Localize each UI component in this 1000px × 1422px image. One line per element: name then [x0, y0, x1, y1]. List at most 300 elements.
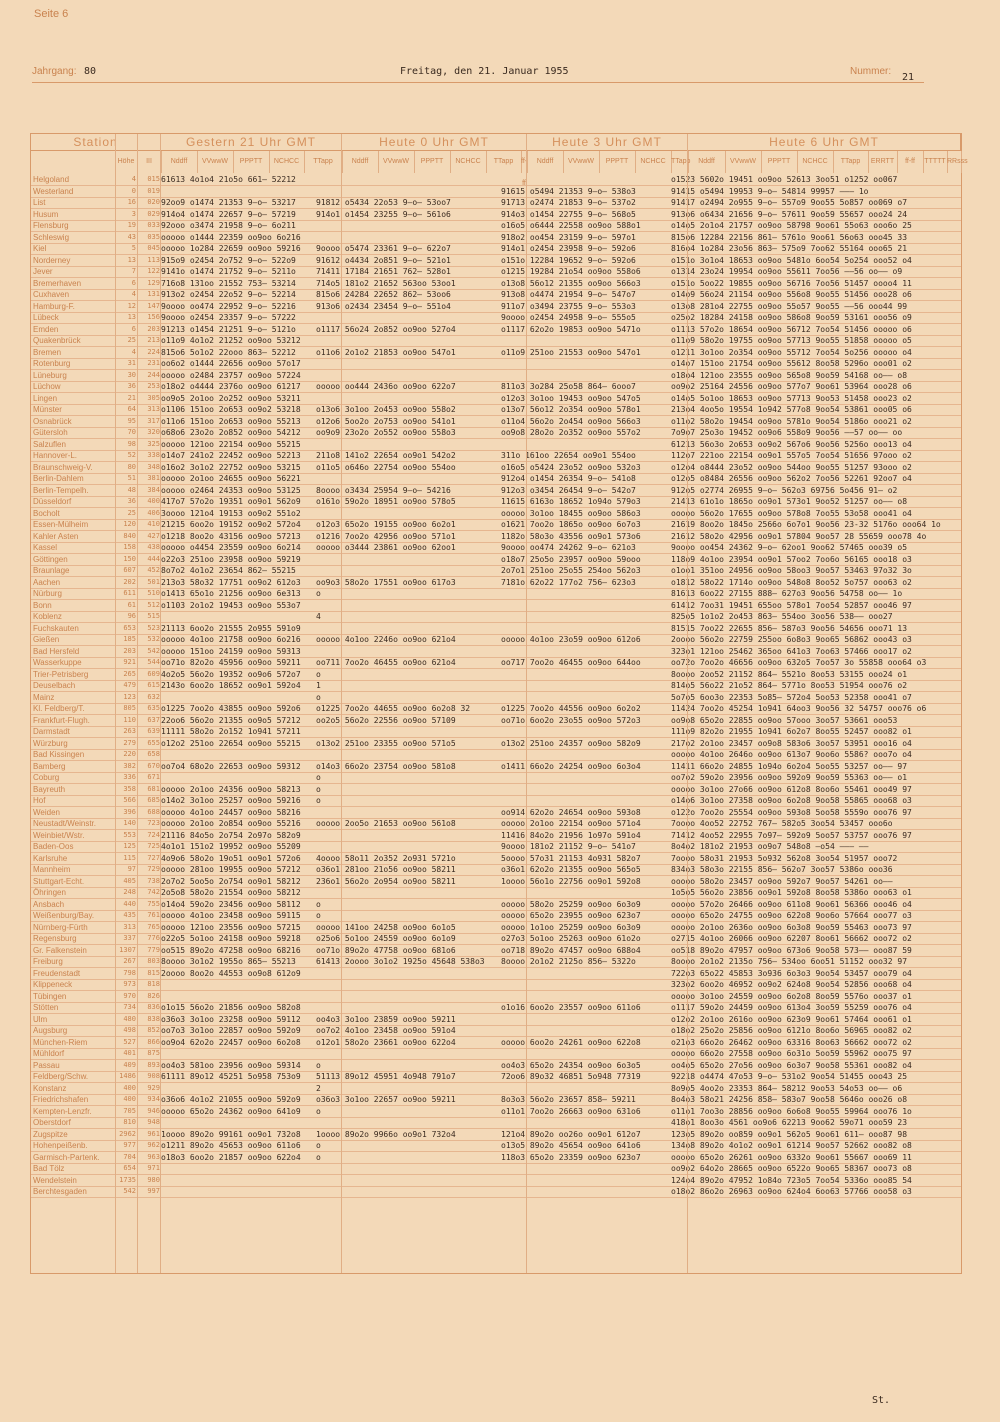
- obs-heute-0: o: [316, 784, 321, 794]
- obs-gestern-21: 213o3 58o32 17751 oo9o2 612o3: [161, 577, 301, 587]
- station-index: 685: [147, 796, 160, 804]
- station-name: Berchtesgaden: [33, 1187, 87, 1196]
- obs-heute-3: o13o8 56o12 21355 oo9oo 566o3: [501, 278, 641, 288]
- obs-heute-6: ooooo 58o2o 23457 oo9oo 592o7 9oo57 54261 oo——: [671, 876, 893, 886]
- obs-heute-3: 11416 84o2o 21956 1o97o 591o4: [501, 830, 641, 840]
- obs-heute-6: 81515 7oo22 22655 856— 587o3 9oo56 54656 ooo71 13: [671, 623, 908, 633]
- table-row: [31, 473, 961, 485]
- station-height: 36: [127, 497, 136, 505]
- obs-heute-3: ooooo 2o1oo 22154 oo9oo 571o4: [501, 819, 641, 828]
- station-index: 019: [147, 186, 160, 195]
- station-name: Weinbiet/Wstr.: [33, 830, 85, 840]
- obs-gestern-21: o1103 2o1o2 19453 oo9oo 553o7: [161, 600, 301, 610]
- table-row: [31, 1094, 961, 1106]
- obs-gestern-21: oo4o3 581oo 23956 oo9oo 59314: [161, 1060, 301, 1070]
- table-row: [31, 404, 961, 416]
- table-row: [31, 1106, 961, 1118]
- obs-heute-0: oo4o3 3o1oo 23859 oo9oo 59211: [316, 1014, 456, 1024]
- table-row: [31, 439, 961, 451]
- table-row: [31, 588, 961, 600]
- subheader: TTapp: [671, 151, 689, 173]
- station-height: 405: [123, 876, 136, 885]
- nummer-label: Nummer:: [850, 66, 892, 77]
- obs-heute-3: 913o8 o4474 21954 9—o— 547o7: [501, 290, 636, 299]
- obs-heute-3: 121o4 89o2o oo26o oo9o1 612o7: [501, 1129, 641, 1139]
- obs-heute-6: ooooo 66o2o 27558 oo9oo 6o31o 5oo59 55962 ooo75 97: [671, 1049, 912, 1058]
- obs-gestern-21: ooooo o4454 23559 oo9oo 6o214: [161, 543, 301, 552]
- station-index: 523: [147, 623, 160, 632]
- station-index: 224: [147, 347, 160, 356]
- station-index: 742: [147, 888, 160, 896]
- station-name: Baden-Oos: [33, 842, 74, 851]
- subheader: TTapp: [833, 151, 869, 173]
- obs-heute-6: o18o2 86o2o 26963 oo9oo 624o4 6oo63 57766 ooo58 o3: [671, 1187, 912, 1196]
- obs-heute-6: o1812 58o22 1714o oo9oo 548o8 8oo52 5o757 ooo63 o2: [671, 577, 912, 587]
- station-name: Jever: [33, 267, 53, 276]
- station-height: 115: [123, 853, 136, 862]
- obs-heute-3: o36o1 62o2o 21355 oo9oo 565o5: [501, 865, 641, 874]
- obs-gestern-21: 11111 58o2o 2o152 1o941 57211: [161, 727, 301, 736]
- obs-heute-6: o11o1 7oo3o 28856 oo9oo 6o6o8 9oo55 59964 ooo76 1o: [671, 1106, 912, 1116]
- subheader: PPPTT: [414, 151, 451, 173]
- table-row: [31, 266, 961, 278]
- station-index: 244: [147, 370, 160, 379]
- obs-heute-6: 825o5 1o1o2 2o453 863— 554oo 3oo56 538—— ooo27: [671, 612, 893, 621]
- station-height: 61: [127, 600, 136, 609]
- table-row: [31, 795, 961, 807]
- table-row: [31, 381, 961, 393]
- obs-gestern-21: o14o7 241o2 22452 oo9oo 52213: [161, 451, 301, 460]
- station-name: Nürburg: [33, 589, 62, 598]
- station-index: 779: [147, 945, 160, 954]
- station-height: 409: [123, 1060, 136, 1069]
- station-name: Trier-Petrisberg: [33, 669, 89, 679]
- obs-heute-6: 8o9o5 4oo2o 23353 864— 58212 9oo53 54o53 oo—— o6: [671, 1083, 903, 1093]
- obs-heute-6: o12o2 2o1oo 2616o oo9oo 623o9 9oo61 57464 ooo61 o1: [671, 1014, 912, 1024]
- station-height: 396: [123, 807, 136, 816]
- obs-heute-0: 71411 17184 21651 762— 528o1: [316, 267, 451, 276]
- subheader: VVwwW: [378, 151, 415, 173]
- table-row: [31, 324, 961, 336]
- table-row: [31, 1083, 961, 1095]
- table-row: [31, 232, 961, 244]
- obs-heute-6: ooooo 4o1oo 2646o oo9oo 613o7 9oo6o 5586? ooo7o o4: [671, 750, 912, 759]
- obs-heute-6: 21619 8oo2o 1845o 2566o 6o7o1 9oo56 23-32 5176o ooo64 1o: [671, 520, 941, 529]
- obs-gestern-21: ooooo 4o1oo 24457 oo9oo 58216: [161, 807, 301, 817]
- nummer-value: 21: [902, 72, 915, 83]
- obs-heute-0: 9oooo o5474 23361 9—o— 622o7: [316, 244, 451, 253]
- station-index: 875: [147, 1049, 160, 1057]
- obs-heute-3: 1oooo 56o1o 22756 oo9o1 592o8: [501, 876, 641, 886]
- table-row: [31, 899, 961, 911]
- obs-heute-6: 8o4o3 58o21 24256 858— 583o7 9oo58 5646o ooo26 o8: [671, 1095, 908, 1104]
- station-height: 185: [123, 635, 136, 643]
- station-name: Bayreuth: [33, 784, 66, 794]
- station-height: 401: [123, 1049, 136, 1057]
- station-index: 305: [147, 393, 160, 402]
- station-name: Stuttgart-Echt.: [33, 876, 85, 886]
- station-name: Wendelstein: [33, 1175, 77, 1185]
- station-name: Essen-Mülheim: [33, 520, 89, 529]
- column-divider: [160, 134, 161, 1273]
- obs-heute-6: 5o7o5 6oo3o 22353 5o85— 572o4 5oo53 52358 ooo41 o7: [671, 692, 912, 702]
- station-index: 962: [147, 1141, 160, 1149]
- obs-gestern-21: 8oooo 3o1o2 1955o 865— 55213: [161, 957, 296, 966]
- station-index: 729: [147, 865, 160, 873]
- station-height: 970: [123, 991, 136, 1000]
- station-index: 313: [147, 405, 160, 413]
- obs-heute-6: o151o 5oo22 19855 oo9oo 56716 7oo56 51457 oooo4 11: [671, 278, 912, 288]
- station-height: 96: [127, 612, 136, 620]
- obs-heute-6: 834o3 58o3o 22155 856— 562o7 3oo57 5386o ooo36: [671, 865, 893, 874]
- table-row: [31, 542, 961, 554]
- station-height: 704: [123, 1152, 136, 1161]
- station-name: Freudenstadt: [33, 968, 81, 978]
- station-name: Kl. Feldberg/T.: [33, 704, 85, 713]
- station-height: 480: [123, 1014, 136, 1023]
- station-name: Bocholt: [33, 508, 60, 518]
- obs-gestern-21: 21116 84o5o 2o754 2o97o 582o9: [161, 830, 301, 840]
- obs-heute-6: 11424 7oo2o 45254 1o941 64oo3 9oo56 32 54757 ooo76 o6: [671, 704, 927, 713]
- station-name: Düsseldorf: [33, 497, 72, 506]
- table-row: [31, 416, 961, 428]
- station-height: 31: [127, 359, 136, 367]
- table-row: [31, 726, 961, 738]
- table-row: [31, 772, 961, 784]
- obs-heute-0: oo9o3 58o2o 17551 oo9oo 617o3: [316, 577, 456, 587]
- station-height: 734: [123, 1003, 136, 1011]
- obs-gestern-21: ooooo 65o2o 24362 oo9oo 641o9: [161, 1106, 301, 1116]
- station-height: 203: [123, 646, 136, 655]
- obs-heute-6: ooooo 57o2o 26466 oo9oo 611o8 9oo61 56366 ooo46 o4: [671, 899, 912, 909]
- table-row: [31, 1037, 961, 1049]
- obs-gestern-21: 4o1o1 151o2 19952 oo9oo 55209: [161, 842, 301, 851]
- obs-heute-3: 914o3 o1454 22755 9—o— 568o5: [501, 209, 636, 219]
- subheader: III: [137, 151, 162, 173]
- obs-heute-3: 118o3 65o2o 23359 oo9oo 623o7: [501, 1152, 641, 1162]
- subheader: VVwwW: [197, 151, 234, 173]
- station-height: 611: [123, 589, 136, 597]
- subheader: NCHCC: [797, 151, 834, 173]
- station-index: 129: [147, 278, 160, 287]
- obs-heute-0: o1225 7oo2o 44655 oo9oo 6o2o8 32: [316, 704, 471, 713]
- obs-gestern-21: ooooo 281oo 19955 oo9oo 57212: [161, 865, 301, 874]
- section-station: Station: [31, 134, 161, 151]
- table-row: [31, 657, 961, 669]
- subheader: PPPTT: [599, 151, 636, 173]
- station-height: 542: [123, 1187, 136, 1195]
- station-height: 336: [123, 773, 136, 781]
- table-row: [31, 1186, 961, 1198]
- obs-heute-0: ooooo 2oo5o 21653 oo9oo 561o8: [316, 819, 456, 828]
- station-height: 798: [123, 968, 136, 977]
- station-height: 120: [123, 520, 136, 528]
- station-index: 320: [147, 428, 160, 436]
- obs-heute-0: o13o6 3o1oo 2o453 oo9oo 558o2: [316, 405, 456, 414]
- column-divider: [687, 134, 688, 1273]
- obs-heute-6: 61213 56o3o 2o653 oo9o2 567o6 9oo56 5256o ooo13 o4: [671, 439, 912, 449]
- table-row: [31, 358, 961, 370]
- obs-heute-0: o: [316, 796, 321, 805]
- station-name: Deuselbach: [33, 681, 76, 690]
- obs-heute-6: 8oooo 2oo52 21152 864— 5521o 8oo53 53155 ooo24 o1: [671, 669, 908, 679]
- obs-gestern-21: ooooo 121oo 22154 oo9oo 55215: [161, 439, 301, 449]
- obs-gestern-21: 22oo6 56o2o 21355 oo9o5 57212: [161, 715, 301, 725]
- obs-heute-0: 1oooo 89o2o 9966o oo9o1 732o4: [316, 1129, 456, 1139]
- station-name: Norderney: [33, 255, 71, 265]
- obs-heute-6: 816o4 1o284 23o56 863— 575o9 7oo62 55164 ooo65 21: [671, 244, 908, 253]
- table-row: [31, 945, 961, 957]
- station-index: 510: [147, 589, 160, 597]
- obs-heute-0: o: [316, 1152, 321, 1162]
- obs-heute-3: 9oooo 181o2 21152 9—o— 541o7: [501, 842, 636, 851]
- table-row: [31, 611, 961, 623]
- station-name: Bonn: [33, 600, 52, 610]
- station-height: 337: [123, 934, 136, 942]
- obs-heute-3: 9oooo oo474 24262 9—o— 621o3: [501, 543, 636, 552]
- obs-heute-0: 91812 o5434 22o53 9—o— 53oo7: [316, 198, 451, 207]
- station-height: 48: [127, 485, 136, 494]
- obs-heute-6: o14o5 5o1oo 18653 oo9oo 57713 9oo53 51458 ooo23 o2: [671, 393, 912, 403]
- obs-heute-3: oo717 7oo2o 46455 oo9oo 644oo: [501, 658, 641, 667]
- obs-heute-0: oo9o9 23o2o 2o552 oo9oo 558o3: [316, 428, 456, 437]
- station-name: Karlsruhe: [33, 853, 68, 863]
- obs-heute-0: 211o8 141o2 22654 oo9o1 542o2: [316, 451, 456, 460]
- station-index: 658: [147, 750, 160, 758]
- station-name: Freiburg: [33, 957, 63, 966]
- station-index: 963: [147, 1152, 160, 1161]
- station-height: 0: [131, 186, 136, 195]
- obs-gestern-21: 61111 89o12 45251 5o958 753o9: [161, 1072, 301, 1081]
- station-height: 25: [127, 508, 136, 517]
- station-index: 452: [147, 566, 160, 574]
- table-row: [31, 335, 961, 347]
- station-height: 80: [127, 462, 136, 471]
- obs-gestern-21: 4o9o6 58o2o 19o51 oo9o1 572o6: [161, 853, 301, 863]
- obs-heute-0: o1117 56o24 2o852 oo9oo 527o4: [316, 324, 456, 334]
- obs-heute-3: 8oooo 2o1o2 2125o 856— 5322o: [501, 957, 636, 966]
- obs-heute-6: 21413 61o1o 1865o oo9o1 573o1 9oo52 51257 oo—— o8: [671, 497, 908, 506]
- station-index: 724: [147, 830, 160, 839]
- obs-gestern-21: 9oooo o2454 23357 9—o— 57222: [161, 313, 296, 322]
- obs-gestern-21: o11o6 151oo 2o653 oo9oo 55213: [161, 416, 301, 426]
- station-index: 147: [147, 301, 160, 310]
- station-name: Münster: [33, 405, 62, 414]
- obs-gestern-21: ooooo o2484 23757 oo9oo 57224: [161, 370, 301, 380]
- obs-heute-6: 9oooo oo454 24362 9—o— 62oo1 9oo62 57465 ooo39 o5: [671, 543, 908, 552]
- station-height: 553: [123, 830, 136, 839]
- station-name: Ansbach: [33, 899, 65, 909]
- obs-heute-6: 913o6 o6434 21656 9—o— 57611 9oo59 55657 ooo24 24: [671, 209, 908, 219]
- obs-heute-0: o: [316, 669, 321, 679]
- obs-heute-6: ooooo 3o1oo 24559 oo9oo 6o2o8 8oo59 5576o ooo37 o1: [671, 991, 912, 1001]
- station-height: 150: [123, 554, 136, 563]
- table-row: [31, 1140, 961, 1152]
- station-index: 997: [147, 1187, 160, 1195]
- obs-heute-3: o16o5 o6444 22558 oo9oo 588o1: [501, 221, 641, 230]
- table-row: [31, 186, 961, 198]
- obs-heute-3: 8o3o3 56o2o 23657 858— 59211: [501, 1095, 636, 1104]
- obs-heute-0: oo71o 89o2o 47758 oo9oo 681o6: [316, 945, 456, 955]
- column-divider: [115, 134, 116, 1273]
- subheader: Nddff: [527, 151, 564, 173]
- station-name: Friedrichshafen: [33, 1095, 89, 1104]
- station-name: Osnabrück: [33, 416, 72, 426]
- station-index: 632: [147, 692, 160, 701]
- obs-heute-6: ooooo 56o2o 17655 oo9oo 578o8 7oo55 53o58 ooo41 o4: [671, 508, 912, 518]
- table-row: [31, 634, 961, 646]
- obs-heute-0: 1: [316, 681, 321, 690]
- station-index: 838: [147, 1014, 160, 1023]
- station-height: 125: [123, 842, 136, 850]
- table-row: [31, 312, 961, 324]
- obs-heute-6: 815o6 12284 22156 861— 5761o 9oo61 56o63 ooo45 33: [671, 232, 908, 242]
- station-height: 805: [123, 704, 136, 712]
- station-index: 406: [147, 508, 160, 517]
- station-index: 444: [147, 554, 160, 563]
- station-height: 440: [123, 899, 136, 908]
- obs-heute-6: oo7o2 59o2o 23956 oo9oo 592o9 9oo59 55363 oo—— o1: [671, 773, 908, 782]
- station-index: 688: [147, 807, 160, 816]
- station-index: 681: [147, 784, 160, 793]
- table-row: [31, 922, 961, 934]
- station-height: 12: [127, 301, 136, 310]
- page-number: Seite 6: [34, 8, 69, 20]
- station-index: 438: [147, 543, 160, 551]
- station-height: 1735: [119, 1175, 136, 1184]
- station-name: Kiel: [33, 244, 47, 253]
- table-row: [31, 370, 961, 382]
- obs-gestern-21: oo9o5 2o1oo 2o252 oo9oo 53211: [161, 393, 301, 403]
- obs-gestern-21: 2143o 6oo2o 18652 oo9o1 592o4: [161, 681, 301, 690]
- obs-heute-0: 913o6 o2434 23454 9—o— 551o4: [316, 301, 451, 311]
- obs-heute-6: o11o2 58o2o 19454 oo9oo 5781o 9oo54 5186o ooo21 o2: [671, 416, 912, 426]
- obs-heute-0: ooooo 141oo 24258 oo9oo 6o1o5: [316, 922, 456, 932]
- obs-gestern-21: o22o5 5o1oo 24158 oo9oo 59218: [161, 934, 301, 943]
- station-index: 948: [147, 1118, 160, 1126]
- obs-gestern-21: ooooo 121oo 23556 oo9oo 57215: [161, 922, 301, 932]
- obs-heute-6: oo9o8 65o2o 22855 oo9oo 57ooo 3oo57 53661 ooo53: [671, 715, 898, 725]
- station-height: 921: [123, 658, 136, 666]
- station-height: 13: [127, 255, 136, 264]
- table-row: [31, 174, 961, 186]
- obs-heute-3: 912o4 o1454 26354 9—o— 541o8: [501, 474, 636, 483]
- table-row: [31, 519, 961, 531]
- station-name: Koblenz: [33, 612, 62, 621]
- section-heute-0: Heute 0 Uhr GMT: [342, 134, 527, 151]
- obs-heute-0: o14o3 66o2o 23754 oo9oo 581o8: [316, 761, 456, 771]
- obs-heute-6: o13o8 281o4 22755 oo9oo 55o57 9oo55 ——56 ooo44 99: [671, 301, 908, 311]
- subheader: PPPTT: [761, 151, 798, 173]
- station-name: Gr. Falkenstein: [33, 945, 87, 955]
- obs-gestern-21: oo9o4 62o2o 22457 oo9oo 6o2o8: [161, 1037, 301, 1047]
- station-index: 317: [147, 416, 160, 425]
- station-height: 265: [123, 669, 136, 678]
- station-height: 977: [123, 1141, 136, 1149]
- table-row: [31, 830, 961, 842]
- obs-heute-6: 213o4 4oo5o 19554 1o942 577o8 9oo54 53861 ooo05 o6: [671, 405, 912, 414]
- station-name: Fuchskauten: [33, 623, 79, 633]
- table-row: [31, 1152, 961, 1164]
- station-height: 51: [127, 474, 136, 482]
- obs-gestern-21: o11o9 4o1o2 21252 oo9oo 53212: [161, 336, 301, 345]
- obs-heute-0: 61413 2oooo 3o1o2 1925o 45648 538o3: [316, 957, 485, 966]
- obs-heute-6: 722o3 65o22 45853 3o936 6o3o3 9oo54 53457 ooo79 o4: [671, 968, 912, 978]
- obs-heute-6: 1o5o5 56o2o 23856 oo9o1 592o8 8oo58 5386o ooo63 o1: [671, 888, 912, 897]
- table-row: [31, 1117, 961, 1129]
- obs-heute-0: o161o 59o2o 18951 oo9oo 578o5: [316, 497, 456, 506]
- table-row: [31, 761, 961, 773]
- obs-heute-3: 811o3 3o284 25o58 864— 6ooo7: [501, 382, 636, 391]
- table-row: [31, 1014, 961, 1026]
- station-height: 607: [123, 566, 136, 574]
- station-index: 852: [147, 1026, 160, 1034]
- obs-heute-0: 4: [316, 612, 321, 621]
- station-index: 803: [147, 957, 160, 965]
- obs-gestern-21: o36o6 4o1o2 21055 oo9oo 592o9: [161, 1095, 301, 1104]
- station-name: Klippeneck: [33, 980, 73, 989]
- station-height: 267: [123, 957, 136, 965]
- station-index: 815: [147, 968, 160, 977]
- station-height: 97: [127, 865, 136, 873]
- obs-heute-3: o13o7 56o12 2o354 oo9oo 578o1: [501, 405, 641, 414]
- station-height: 435: [123, 911, 136, 919]
- obs-gestern-21: o36o3 3o1oo 23258 oo9oo 59112: [161, 1014, 301, 1024]
- obs-gestern-21: o14o4 59o2o 23456 oo9oo 58112: [161, 899, 301, 909]
- table-row: [31, 554, 961, 566]
- station-height: 6: [131, 324, 136, 333]
- obs-heute-6: oo72o 7oo2o 46656 oo9oo 632o5 7oo57 3o 55858 ooo64 o3: [671, 658, 927, 667]
- obs-gestern-21: 92ooo o3474 21958 9—o— 6o211: [161, 221, 296, 230]
- obs-gestern-21: o1413 65o1o 21256 oo9oo 6e313: [161, 589, 301, 598]
- station-name: Braunschweig-V.: [33, 462, 93, 472]
- obs-heute-3: o1o16 6oo2o 23557 oo9oo 611o6: [501, 1003, 641, 1012]
- obs-gestern-21: o1211 89o2o 45653 oo9oo 611o6: [161, 1141, 301, 1150]
- table-row: [31, 1060, 961, 1072]
- station-name: Frankfurt-Flugh.: [33, 715, 90, 725]
- obs-heute-0: 714o5 181o2 21652 563oo 53oo1: [316, 278, 456, 288]
- station-height: 479: [123, 681, 136, 689]
- obs-heute-3: 311o 161oo 22654 oo9o1 554oo: [501, 451, 636, 460]
- station-name: Lingen: [33, 393, 58, 403]
- obs-heute-6: 123o5 89o2o oo859 oo9o1 562o5 9oo61 611— ooo87 98: [671, 1129, 908, 1139]
- obs-heute-0: 8oooo o3434 25954 9—o— 54216: [316, 485, 451, 495]
- table-row: [31, 876, 961, 888]
- station-height: 1307: [119, 945, 136, 954]
- obs-heute-0: o1216 7oo2o 42956 oo9oo 571o1: [316, 531, 456, 541]
- station-height: 52: [127, 451, 136, 459]
- station-index: 893: [147, 1060, 160, 1069]
- station-index: 826: [147, 991, 160, 1000]
- table-row: [31, 784, 961, 796]
- station-name: Westerland: [33, 186, 74, 196]
- obs-gestern-21: o16o2 3o1o2 22752 oo9oo 53215: [161, 462, 301, 472]
- obs-heute-0: o12o3 65o2o 19155 oo9oo 6o2o1: [316, 520, 456, 529]
- table-row: [31, 278, 961, 290]
- obs-heute-6: o14o9 56o24 21154 oo9oo 556o8 9oo55 51456 ooo28 o6: [671, 290, 912, 299]
- obs-gestern-21: ooooo 4o1oo 21758 oo9oo 6o216: [161, 635, 301, 644]
- obs-heute-0: ooooo 4o1oo 2246o oo9oo 621o4: [316, 635, 456, 644]
- table-row: [31, 220, 961, 232]
- station-name: Berlin-Tempelh.: [33, 485, 89, 495]
- station-name: Kassel: [33, 543, 58, 552]
- obs-heute-6: 912o5 o2774 26955 9—o— 562o3 69756 5o456 91— o2: [671, 485, 898, 495]
- subheader: Nddff: [688, 151, 726, 173]
- obs-heute-6: 91415 o5494 19953 9—o— 54814 99957 ——— 1o: [671, 186, 869, 196]
- station-name: Helgoland: [33, 175, 70, 184]
- table-row: [31, 289, 961, 301]
- obs-heute-0: o: [316, 911, 321, 920]
